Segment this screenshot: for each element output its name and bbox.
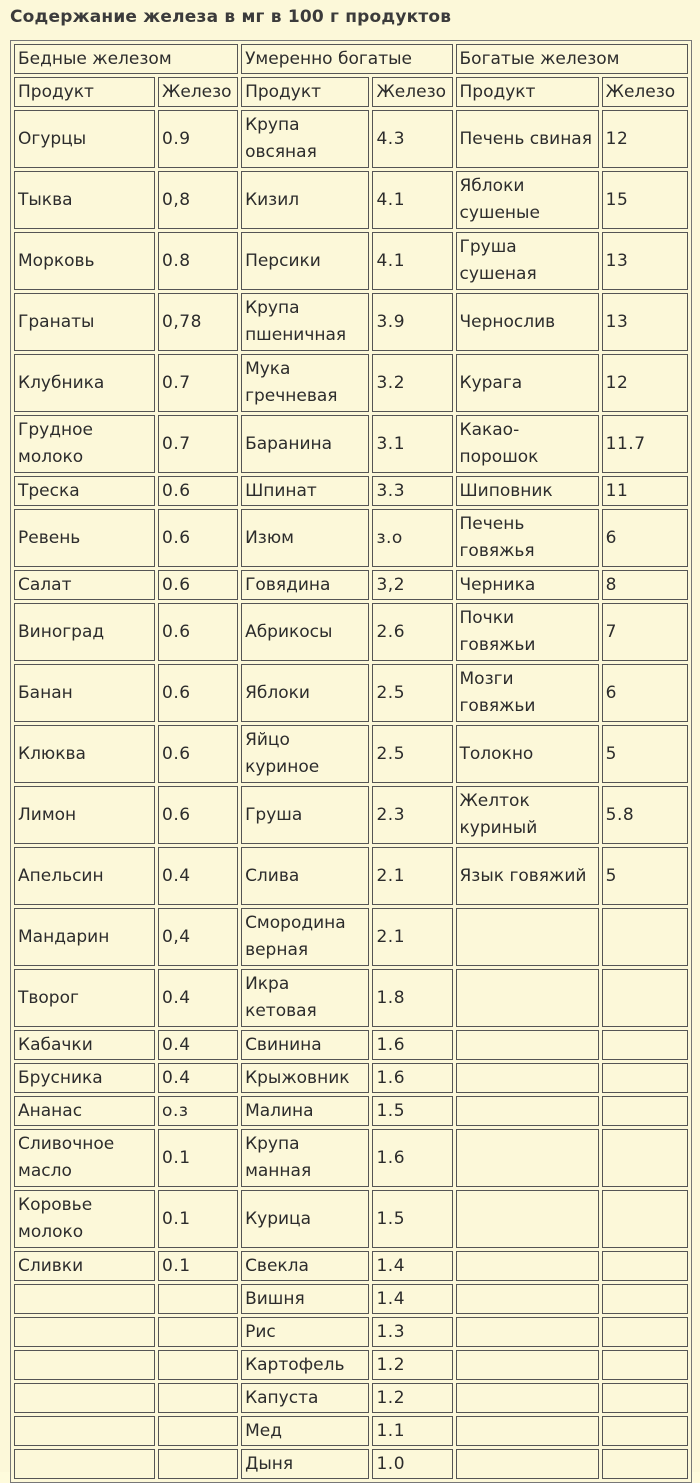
rich-product-cell: Какао-порошок [456,415,599,473]
column-header-row [14,77,688,107]
moderate-product-cell: Свекла [241,1251,369,1281]
moderate-iron-cell: 1.6 [372,1030,452,1060]
poor-iron-cell [158,1350,238,1380]
rich-product-cell: Почки говяжьи [456,603,599,661]
table-row [14,509,688,567]
rich-iron-cell [602,1416,688,1446]
moderate-product-cell: Шпинат [241,476,369,506]
column-header-iron: Железо [158,77,238,107]
iron-content-table [10,40,692,1483]
table-row [14,1096,688,1126]
rich-product-cell [456,1416,599,1446]
moderate-product-cell: Свинина [241,1030,369,1060]
table-row [14,415,688,473]
rich-iron-cell: 12 [602,354,688,412]
poor-product-cell: Клюква [14,725,155,783]
table-row [14,664,688,722]
poor-product-cell: Творог [14,969,155,1027]
rich-iron-cell: 6 [602,509,688,567]
rich-iron-cell: 5.8 [602,786,688,844]
moderate-iron-cell: 3.2 [372,354,452,412]
poor-product-cell: Ревень [14,509,155,567]
poor-iron-cell: 0.4 [158,847,238,905]
poor-product-cell: Виноград [14,603,155,661]
rich-product-cell: Печень свиная [456,110,599,168]
rich-iron-cell: 11.7 [602,415,688,473]
poor-product-cell: Треска [14,476,155,506]
table-row [14,1190,688,1248]
table-row [14,725,688,783]
rich-product-cell [456,1251,599,1281]
table-row [14,293,688,351]
column-header-product: Продукт [456,77,599,107]
moderate-iron-cell: 4.1 [372,232,452,290]
poor-product-cell [14,1350,155,1380]
rich-product-cell [456,1284,599,1314]
moderate-iron-cell: 3.1 [372,415,452,473]
moderate-iron-cell: 1.2 [372,1383,452,1413]
rich-iron-cell: 13 [602,293,688,351]
poor-product-cell: Грудное молоко [14,415,155,473]
moderate-iron-cell: з.о [372,509,452,567]
poor-iron-cell: 0.4 [158,1063,238,1093]
poor-product-cell: Мандарин [14,908,155,966]
poor-iron-cell: 0,4 [158,908,238,966]
poor-iron-cell [158,1383,238,1413]
moderate-iron-cell: 2.1 [372,908,452,966]
table-row [14,1251,688,1281]
moderate-product-cell: Мука гречневая [241,354,369,412]
moderate-iron-cell: 3,2 [372,570,452,600]
poor-product-cell: Сливочное масло [14,1129,155,1187]
poor-iron-cell: 0.6 [158,476,238,506]
rich-product-cell [456,1350,599,1380]
moderate-iron-cell: 2.5 [372,725,452,783]
moderate-iron-cell: 1.0 [372,1449,452,1479]
rich-product-cell: Груша сушеная [456,232,599,290]
moderate-iron-cell: 1.8 [372,969,452,1027]
rich-product-cell [456,1190,599,1248]
table-row [14,1317,688,1347]
table-row [14,786,688,844]
poor-product-cell: Лимон [14,786,155,844]
poor-iron-cell: 0.6 [158,570,238,600]
poor-iron-cell [158,1284,238,1314]
rich-iron-cell: 7 [602,603,688,661]
group-moderate-header: Умеренно богатые [241,44,452,74]
rich-product-cell [456,1449,599,1479]
moderate-product-cell: Смородина верная [241,908,369,966]
moderate-product-cell: Крыжовник [241,1063,369,1093]
moderate-iron-cell: 1.2 [372,1350,452,1380]
table-row [14,1449,688,1479]
poor-product-cell: Ананас [14,1096,155,1126]
poor-product-cell: Апельсин [14,847,155,905]
rich-iron-cell [602,1063,688,1093]
moderate-product-cell: Кизил [241,171,369,229]
rich-iron-cell: 13 [602,232,688,290]
rich-iron-cell [602,969,688,1027]
column-header-product: Продукт [14,77,155,107]
rich-iron-cell [602,1449,688,1479]
moderate-iron-cell: 3.9 [372,293,452,351]
group-poor-header: Бедные железом [14,44,238,74]
moderate-iron-cell: 2.5 [372,664,452,722]
poor-product-cell: Салат [14,570,155,600]
table-row [14,1284,688,1314]
table-row [14,1350,688,1380]
rich-iron-cell [602,1129,688,1187]
poor-iron-cell: 0.8 [158,232,238,290]
moderate-product-cell: Дыня [241,1449,369,1479]
rich-iron-cell [602,1096,688,1126]
poor-product-cell [14,1317,155,1347]
table-row [14,1383,688,1413]
poor-product-cell: Банан [14,664,155,722]
moderate-product-cell: Баранина [241,415,369,473]
poor-iron-cell: 0.4 [158,1030,238,1060]
poor-iron-cell [158,1449,238,1479]
poor-iron-cell: 0.7 [158,354,238,412]
rich-iron-cell [602,908,688,966]
table-row [14,171,688,229]
rich-product-cell: Курага [456,354,599,412]
table-row [14,603,688,661]
rich-iron-cell: 5 [602,847,688,905]
rich-iron-cell [602,1383,688,1413]
poor-product-cell: Тыква [14,171,155,229]
poor-product-cell [14,1449,155,1479]
poor-iron-cell: о.з [158,1096,238,1126]
moderate-product-cell: Яблоки [241,664,369,722]
rich-product-cell: Шиповник [456,476,599,506]
poor-iron-cell: 0.6 [158,603,238,661]
rich-iron-cell [602,1251,688,1281]
table-row [14,476,688,506]
rich-product-cell [456,908,599,966]
moderate-product-cell: Мед [241,1416,369,1446]
rich-iron-cell: 12 [602,110,688,168]
moderate-iron-cell: 4.3 [372,110,452,168]
rich-product-cell: Яблоки сушеные [456,171,599,229]
moderate-iron-cell: 1.4 [372,1284,452,1314]
moderate-iron-cell: 2.1 [372,847,452,905]
page-title: Содержание железа в мг в 100 г продуктов [10,7,452,27]
poor-product-cell [14,1416,155,1446]
moderate-product-cell: Рис [241,1317,369,1347]
table-row [14,232,688,290]
rich-iron-cell: 15 [602,171,688,229]
poor-iron-cell [158,1317,238,1347]
poor-product-cell [14,1284,155,1314]
poor-iron-cell: 0.6 [158,509,238,567]
rich-product-cell: Мозги говяжьи [456,664,599,722]
moderate-product-cell: Икра кетовая [241,969,369,1027]
rich-product-cell [456,1096,599,1126]
poor-product-cell [14,1383,155,1413]
poor-product-cell: Гранаты [14,293,155,351]
table-row [14,354,688,412]
table-row [14,570,688,600]
poor-iron-cell: 0,78 [158,293,238,351]
rich-product-cell [456,1063,599,1093]
moderate-iron-cell: 1.5 [372,1190,452,1248]
rich-product-cell: Желток куриный [456,786,599,844]
moderate-product-cell: Изюм [241,509,369,567]
table-row [14,969,688,1027]
table-row [14,1063,688,1093]
moderate-iron-cell: 1.1 [372,1416,452,1446]
rich-product-cell [456,1030,599,1060]
moderate-product-cell: Слива [241,847,369,905]
poor-iron-cell: 0.1 [158,1251,238,1281]
moderate-product-cell: Картофель [241,1350,369,1380]
table-body [14,44,688,1479]
moderate-product-cell: Курица [241,1190,369,1248]
rich-product-cell: Язык говяжий [456,847,599,905]
poor-iron-cell: 0.6 [158,664,238,722]
moderate-product-cell: Капуста [241,1383,369,1413]
rich-iron-cell [602,1350,688,1380]
poor-iron-cell: 0.6 [158,786,238,844]
poor-product-cell: Сливки [14,1251,155,1281]
rich-product-cell: Чернослив [456,293,599,351]
poor-product-cell: Клубника [14,354,155,412]
poor-product-cell: Брусника [14,1063,155,1093]
poor-iron-cell: 0.1 [158,1129,238,1187]
moderate-iron-cell: 1.3 [372,1317,452,1347]
moderate-iron-cell: 2.3 [372,786,452,844]
poor-iron-cell [158,1416,238,1446]
rich-product-cell: Черника [456,570,599,600]
moderate-iron-cell: 1.6 [372,1063,452,1093]
rich-iron-cell: 8 [602,570,688,600]
moderate-iron-cell: 3.3 [372,476,452,506]
group-rich-header: Богатые железом [456,44,689,74]
rich-iron-cell: 6 [602,664,688,722]
rich-product-cell: Толокно [456,725,599,783]
column-header-iron: Железо [602,77,688,107]
moderate-product-cell: Персики [241,232,369,290]
poor-product-cell: Кабачки [14,1030,155,1060]
table-row [14,1030,688,1060]
table-row [14,1129,688,1187]
moderate-iron-cell: 1.4 [372,1251,452,1281]
group-header-row [14,44,688,74]
poor-iron-cell: 0.7 [158,415,238,473]
rich-iron-cell [602,1317,688,1347]
moderate-iron-cell: 2.6 [372,603,452,661]
poor-iron-cell: 0.9 [158,110,238,168]
rich-iron-cell: 11 [602,476,688,506]
rich-product-cell: Печень говяжья [456,509,599,567]
moderate-product-cell: Яйцо куриное [241,725,369,783]
column-header-iron: Железо [372,77,452,107]
moderate-iron-cell: 1.5 [372,1096,452,1126]
poor-product-cell: Морковь [14,232,155,290]
table-row [14,847,688,905]
moderate-product-cell: Говядина [241,570,369,600]
rich-iron-cell [602,1284,688,1314]
moderate-product-cell: Вишня [241,1284,369,1314]
poor-iron-cell: 0,8 [158,171,238,229]
moderate-iron-cell: 4.1 [372,171,452,229]
rich-iron-cell [602,1030,688,1060]
table-row [14,110,688,168]
poor-iron-cell: 0.4 [158,969,238,1027]
rich-product-cell [456,1129,599,1187]
column-header-product: Продукт [241,77,369,107]
moderate-product-cell: Малина [241,1096,369,1126]
moderate-product-cell: Груша [241,786,369,844]
rich-product-cell [456,969,599,1027]
poor-iron-cell: 0.1 [158,1190,238,1248]
moderate-product-cell: Крупа овсяная [241,110,369,168]
rich-iron-cell: 5 [602,725,688,783]
moderate-product-cell: Крупа манная [241,1129,369,1187]
rich-product-cell [456,1383,599,1413]
moderate-product-cell: Крупа пшеничная [241,293,369,351]
poor-product-cell: Коровье молоко [14,1190,155,1248]
rich-iron-cell [602,1190,688,1248]
table-row [14,908,688,966]
moderate-iron-cell: 1.6 [372,1129,452,1187]
poor-product-cell: Огурцы [14,110,155,168]
rich-product-cell [456,1317,599,1347]
poor-iron-cell: 0.6 [158,725,238,783]
table-row [14,1416,688,1446]
moderate-product-cell: Абрикосы [241,603,369,661]
